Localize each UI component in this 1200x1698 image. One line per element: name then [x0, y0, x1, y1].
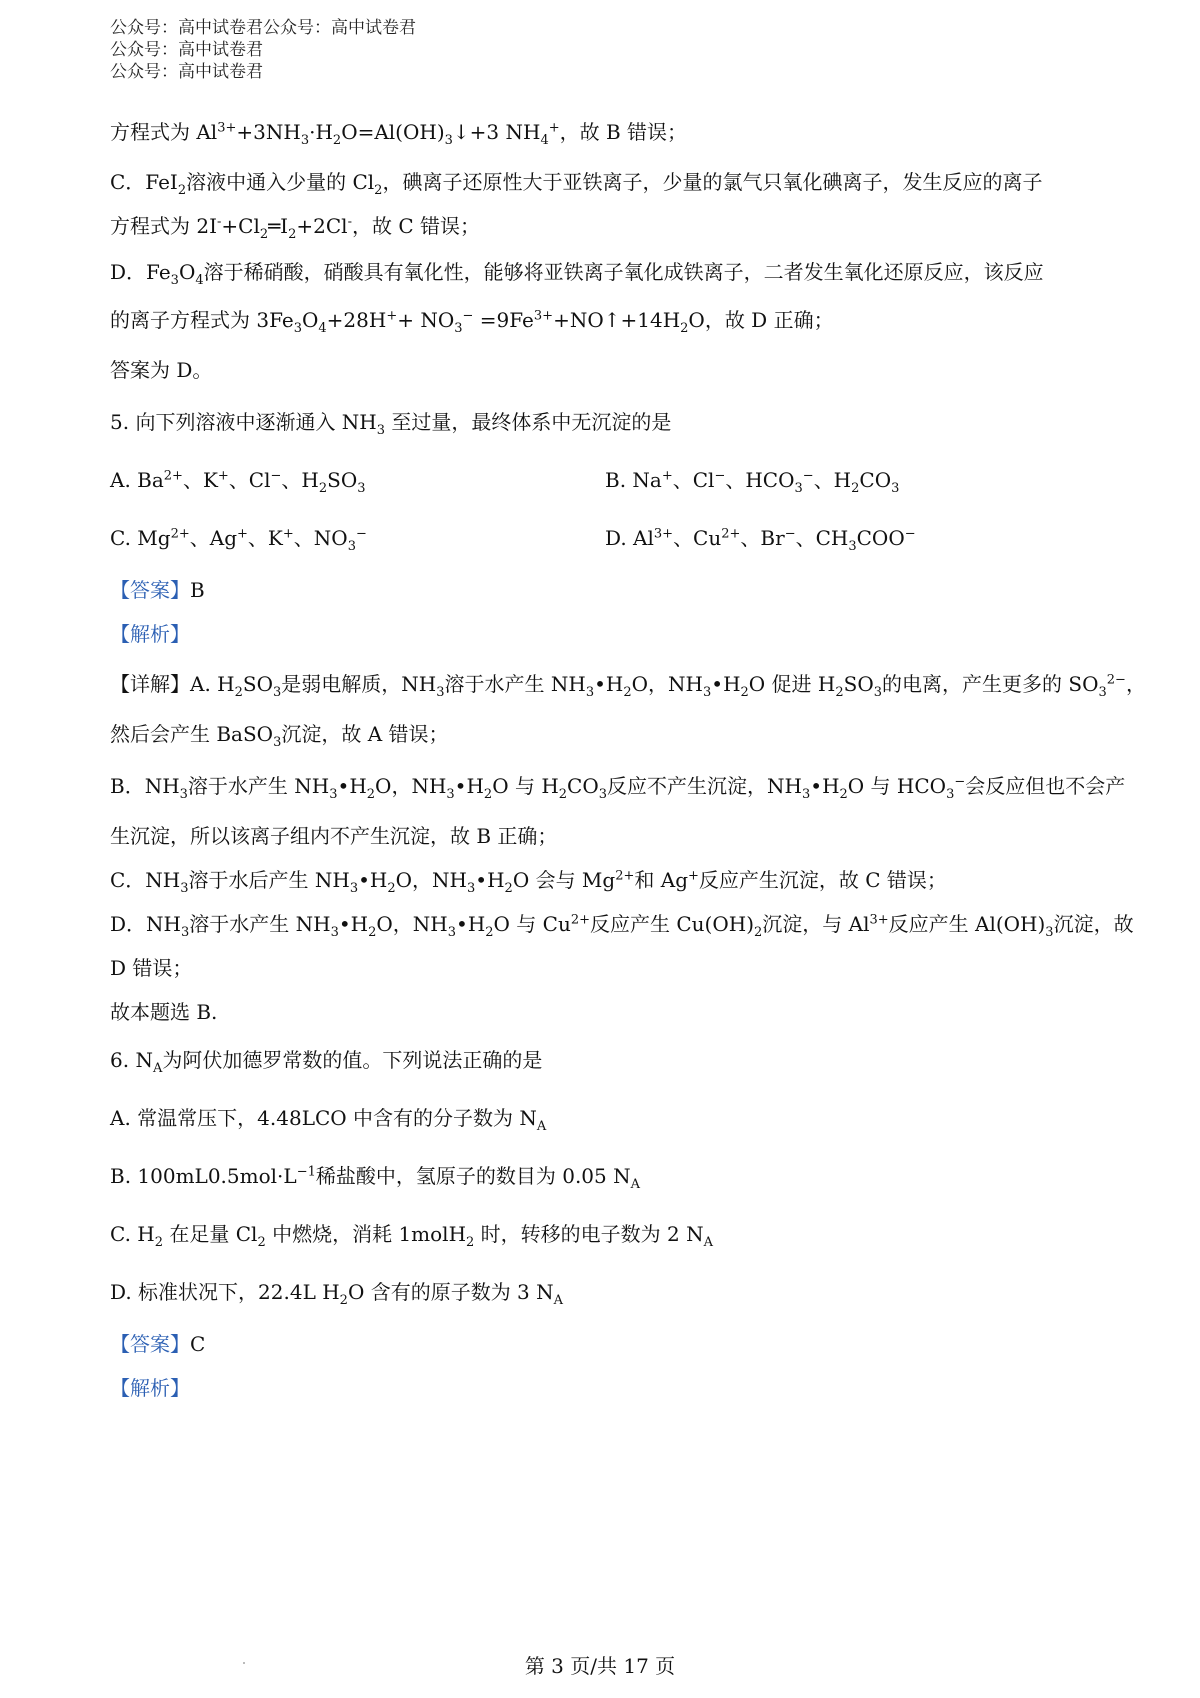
q6-option-a: A. 常温常压下，4.48LCO 中含有的分子数为 $N_A$ — [110, 1106, 547, 1134]
q5-detail-line2: 然后会产生 BaSO$_3$沉淀，故 A 错误； — [110, 722, 449, 750]
q5-option-a: A. $Ba^{2+}$、K+、Cl−、$H_2SO_3$ — [110, 468, 366, 496]
q4-option-d-line2: 的离子方程式为 $3Fe_3O_4+28H^++ NO_3^-$ $=9Fe^{3+}+NO↑+14H_2O$，故 D 正确； — [110, 308, 834, 336]
q4-option-b-continuation: 方程式为 $Al^{3+}+3NH_3\cdot H_2O=Al(OH)_3↓+3$ $NH_4^+$，故 B 错误； — [110, 120, 688, 148]
watermark-line: 公众号：高中试卷君公众号：高中试卷君 — [110, 18, 416, 38]
q5-analysis-heading: 【解析】 — [110, 622, 190, 646]
q5-option-c: C. $Mg^{2+}$、Ag+、K+、$NO_3^-$ — [110, 526, 367, 554]
q6-option-d: D. 标准状况下，22.4L $H_2O$ 含有的原子数为 3 $N_A$ — [110, 1280, 564, 1308]
q5-detail-line5: C．$NH_3$溶于水后产生 $NH_3•H_2O$，$NH_3•H_2O$ 会与 $Mg^{2+}$和 Ag+反应产生沉淀，故 C 错误； — [110, 868, 947, 896]
page-footer: 第 3 页/共 17 页 — [524, 1654, 676, 1678]
q6-option-c: C. $H_2$ 在足量 $Cl_2$ 中燃烧，消耗 1molH$_2$ 时，转移的电子数为 2 $N_A$ — [110, 1222, 713, 1250]
q5-detail-line1: 【详解】A. $H_2SO_3$是弱电解质，$NH_3$溶于水产生 $NH_3•H_2O$，$NH_3•H_2O$ 促进 $H_2SO_3$的电离，产生更多的 $SO_3^{2-}$， — [110, 672, 1146, 700]
q5-option-d: D. $Al^{3+}$、$Cu^{2+}$、Br−、$CH_3COO^-$ — [605, 526, 916, 554]
q6-stem: 6. $N_A$为阿伏加德罗常数的值。下列说法正确的是 — [110, 1048, 543, 1076]
q5-conclusion: 故本题选 B. — [110, 1000, 218, 1024]
watermark-line: 公众号：高中试卷君 — [110, 40, 263, 60]
q4-option-c-line2: 方程式为 $2I^-+Cl_2═I_2+2Cl^-$，故 C 错误； — [110, 214, 480, 242]
q5-answer: 【答案】B — [110, 578, 205, 602]
q4-option-d-line1: D．$Fe_3O_4$溶于稀硝酸，硝酸具有氧化性，能够将亚铁离子氧化成铁离子，二者发生氧化还原反应，该反应 — [110, 260, 1044, 288]
q5-detail-line3: B．$NH_3$溶于水产生 $NH_3•H_2O$，$NH_3•H_2O$ 与 $H_2CO_3$反应不产生沉淀，$NH_3•H_2O$ 与 $HCO_3^-$会反应但也不会产 — [110, 774, 1126, 802]
q5-option-b: B. Na+、Cl−、$HCO_3^-$、$H_2CO_3$ — [605, 468, 900, 496]
q5-detail-line7: D 错误； — [110, 956, 193, 980]
q6-analysis-heading: 【解析】 — [110, 1376, 190, 1400]
q5-detail-line6: D．$NH_3$溶于水产生 $NH_3•H_2O$，$NH_3•H_2O$ 与 $Cu^{2+}$反应产生 $Cu(OH)_2$沉淀，与 $Al^{3+}$反应产生 $Al(OH)_3$沉淀，故 — [110, 912, 1134, 940]
watermark-line: 公众号：高中试卷君 — [110, 62, 263, 82]
q6-option-b: B. $100mL0.5mol\cdot L^{-1}$稀盐酸中，氢原子的数目为 0.05 $N_A$ — [110, 1164, 640, 1192]
q4-option-c-line1: C．FeI$_2$溶液中通入少量的 $Cl_2$，碘离子还原性大于亚铁离子，少量的氯气只氧化碘离子，发生反应的离子 — [110, 170, 1043, 198]
q5-detail-line4: 生沉淀，所以该离子组内不产生沉淀，故 B 正确； — [110, 824, 558, 848]
q5-stem: 5. 向下列溶液中逐渐通入 $NH_3$ 至过量，最终体系中无沉淀的是 — [110, 410, 672, 438]
q4-answer: 答案为 D。 — [110, 358, 213, 382]
q6-answer: 【答案】C — [110, 1332, 206, 1356]
